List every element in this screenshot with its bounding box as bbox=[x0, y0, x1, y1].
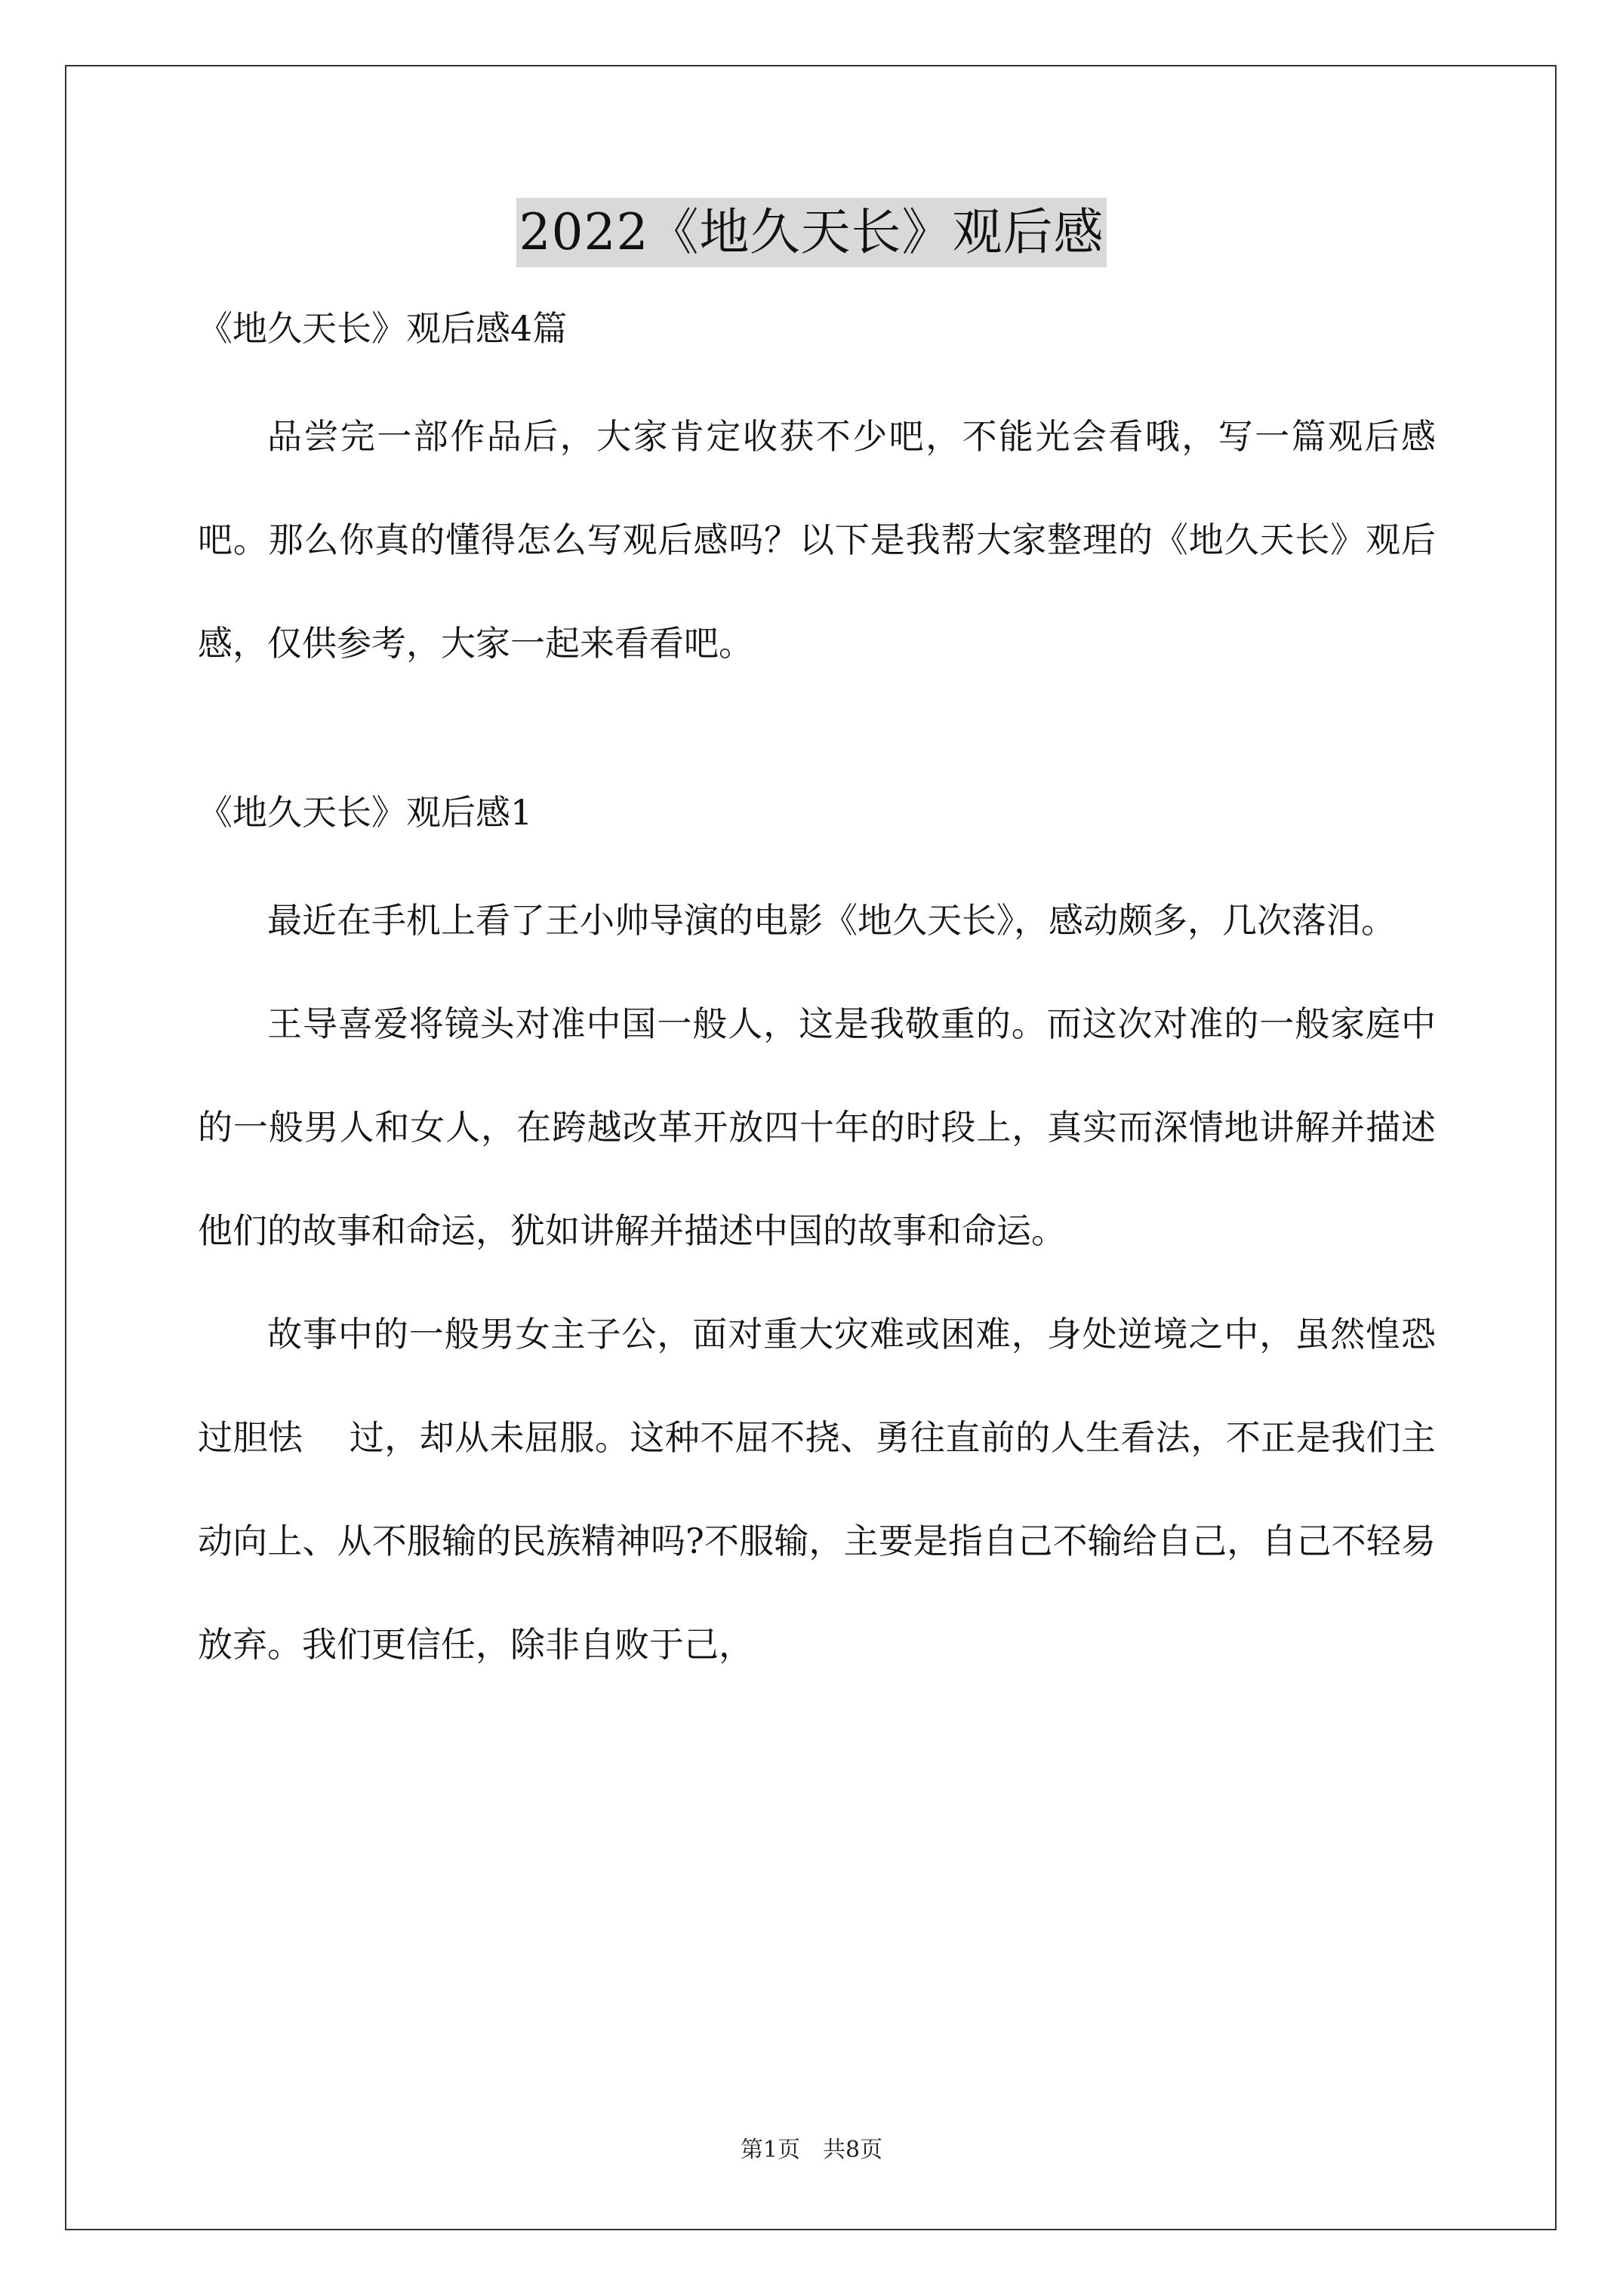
body-paragraph-2: 王导喜爱将镜头对准中国一般人，这是我敬重的。而这次对准的一般家庭中的一般男人和女人，在跨越改革开放四十年的时段上，真实而深情地讲解并描述他们的故事和命运，犹如讲解并描述中国的故事和命运。 bbox=[198, 1003, 1436, 1251]
section-heading: 《地久天长》观后感1 bbox=[198, 792, 533, 833]
body-paragraph-3: 故事中的一般男女主子公，面对重大灾难或困难，身处逆境之中，虽然惶恐过胆怯 过，却从未屈服。这种不屈不挠、勇往直前的人生看法，不正是我们主动向上、从不服输的民族精神吗?不服输，主要是指自己不输给自己，自己不轻易放弃。我们更信任，除非自败于己， bbox=[198, 1314, 1436, 1665]
body-paragraph-1: 最近在手机上看了王小帅导演的电影《地久天长》，感动颇多，几次落泪。 bbox=[267, 900, 1396, 941]
page-number-footer: 第1页 共8页 bbox=[740, 2137, 883, 2163]
document-title: 2022《地久天长》观后感 bbox=[516, 198, 1107, 267]
document-body bbox=[198, 302, 1436, 1697]
subtitle: 《地久天长》观后感4篇 bbox=[198, 308, 568, 349]
intro-paragraph: 品尝完一部作品后，大家肯定收获不少吧，不能光会看哦，写一篇观后感吧。那么你真的懂得怎么写观后感吗？以下是我帮大家整理的《地久天长》观后感，仅供参考，大家一起来看看吧。 bbox=[198, 416, 1436, 664]
title-container bbox=[0, 198, 1623, 267]
